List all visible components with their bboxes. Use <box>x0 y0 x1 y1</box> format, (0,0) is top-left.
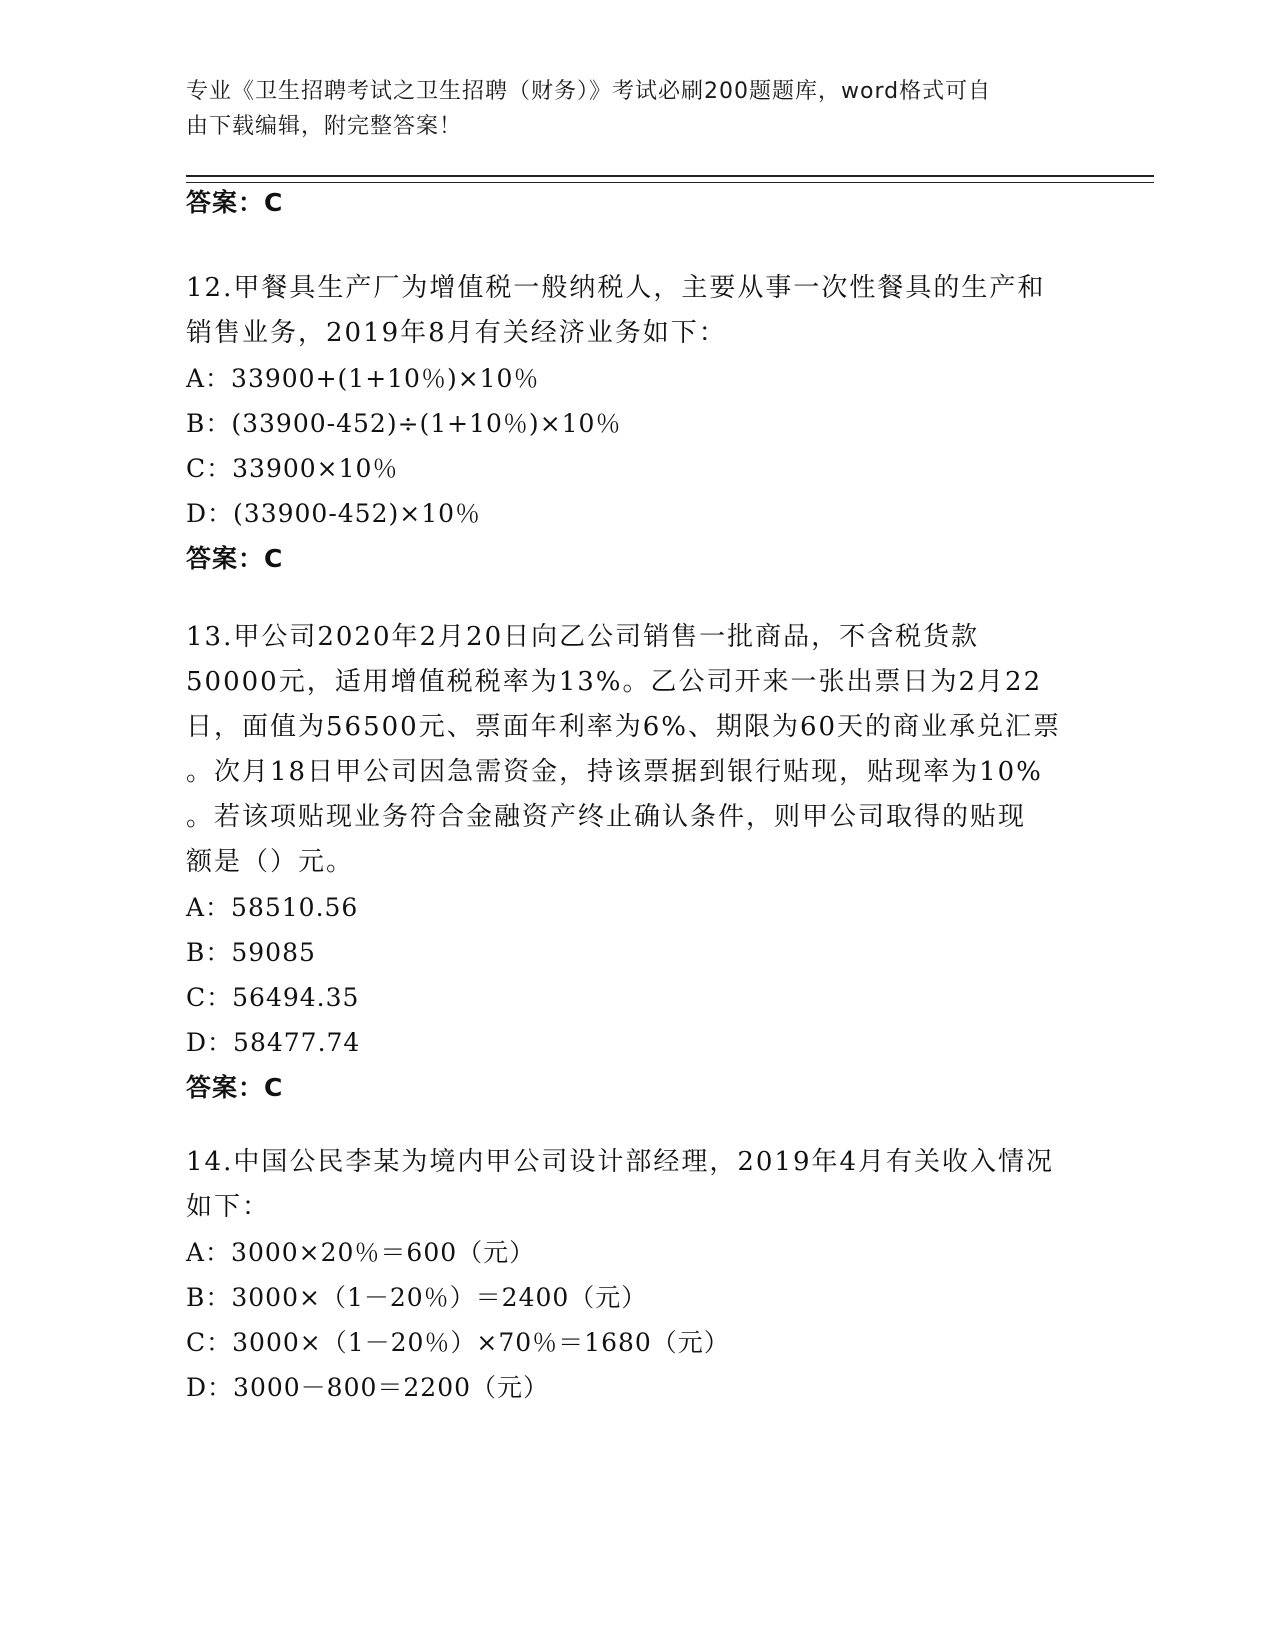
document-header <box>186 74 1086 144</box>
option-c: C：56494.35 <box>186 983 360 1012</box>
stem-line: 销售业务，2019年8月有关经济业务如下： <box>186 318 727 348</box>
stem-line: 如下： <box>186 1192 271 1222</box>
question-stem <box>186 266 1086 356</box>
stem-line: 14.中国公民李某为境内甲公司设计部经理，2019年4月有关收入情况 <box>186 1147 1055 1177</box>
option-c: C：3000×（1－20％）×70％＝1680（元） <box>186 1328 730 1357</box>
option-list <box>186 356 1086 536</box>
option-d: D：3000－800＝2200（元） <box>186 1373 550 1402</box>
stem-line: 12.甲餐具生产厂为增值税一般纳税人，主要从事一次性餐具的生产和 <box>186 273 1046 303</box>
question-13 <box>186 615 1086 1110</box>
option-a: A：3000×20％＝600（元） <box>186 1238 536 1267</box>
option-a: A：33900+(1+10％)×10％ <box>186 364 540 393</box>
option-b: B：3000×（1－20％）＝2400（元） <box>186 1283 648 1312</box>
header-divider <box>186 175 1154 183</box>
question-stem <box>186 1140 1086 1230</box>
option-b: B：59085 <box>186 938 316 967</box>
header-title-line-1: 专业《卫生招聘考试之卫生招聘（财务）》考试必刷200题题库，word格式可自 <box>186 79 992 104</box>
option-list <box>186 1230 1086 1410</box>
stem-line: 50000元，适用增值税税率为13%。乙公司开来一张出票日为2月22 <box>186 667 1043 697</box>
question-stem <box>186 615 1086 885</box>
option-list <box>186 885 1086 1065</box>
stem-line: 。次月18日甲公司因急需资金，持该票据到银行贴现，贴现率为10% <box>186 757 1043 787</box>
question-14 <box>186 1140 1086 1410</box>
stem-line: 日，面值为56500元、票面年利率为6%、期限为60天的商业承兑汇票 <box>186 712 1062 742</box>
question-12 <box>186 266 1086 581</box>
option-a: A：58510.56 <box>186 893 359 922</box>
previous-answer: 答案：C <box>186 188 284 217</box>
answer-label: 答案：C <box>186 544 284 573</box>
answer-label: 答案：C <box>186 1073 284 1102</box>
stem-line: 13.甲公司2020年2月20日向乙公司销售一批商品，不含税货款 <box>186 622 980 652</box>
option-c: C：33900×10％ <box>186 454 399 483</box>
option-d: D：(33900-452)×10％ <box>186 499 482 528</box>
header-title-line-2: 由下载编辑，附完整答案！ <box>186 114 463 139</box>
stem-line: 。若该项贴现业务符合金融资产终止确认条件，则甲公司取得的贴现 <box>186 802 1027 832</box>
option-d: D：58477.74 <box>186 1028 361 1057</box>
stem-line: 额是（）元。 <box>186 847 355 877</box>
option-b: B：(33900-452)÷(1+10％)×10％ <box>186 409 622 438</box>
